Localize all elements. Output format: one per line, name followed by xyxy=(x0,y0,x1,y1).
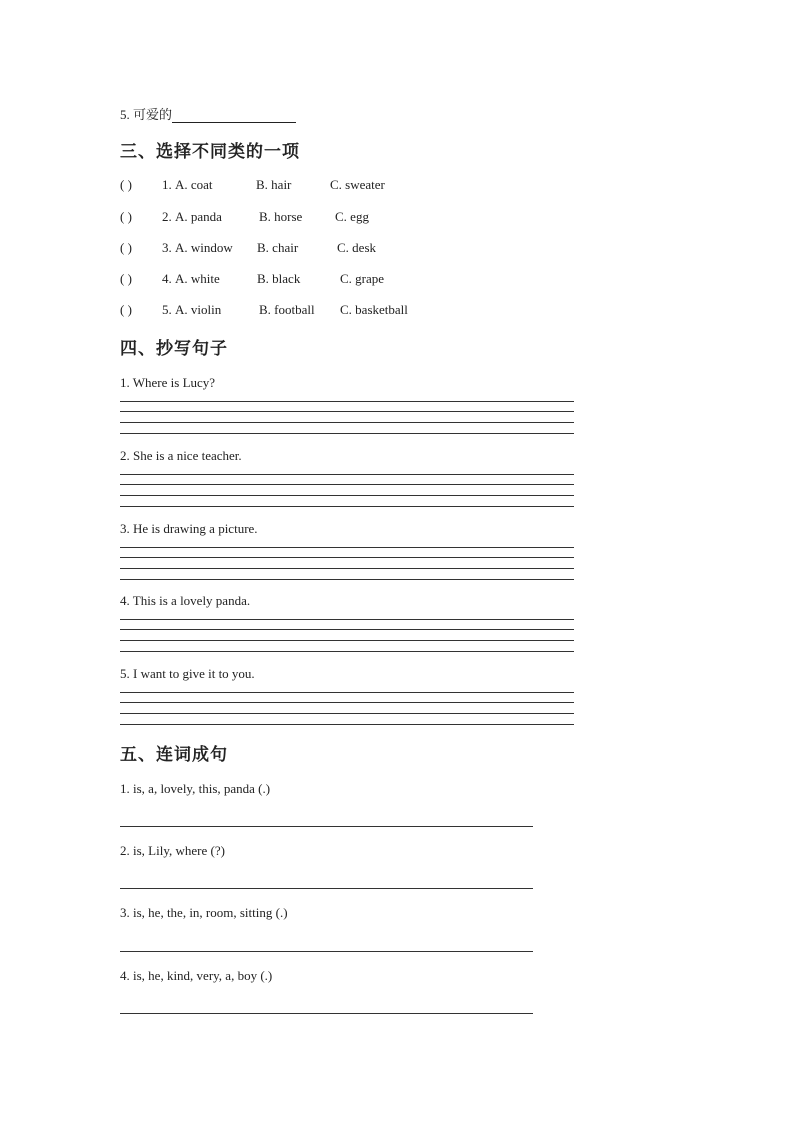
word-order-item-2: 2. is, Lily, where (?) xyxy=(120,843,225,858)
section-3-heading: 三、选择不同类的一项 xyxy=(120,142,300,162)
copy-sentence-1: 1. Where is Lucy? xyxy=(120,375,216,390)
answer-line[interactable] xyxy=(120,951,533,952)
option-a: A. white xyxy=(175,271,220,286)
option-b: B. black xyxy=(257,271,301,286)
vocab-item-label: 5. 可爱的 xyxy=(120,107,173,122)
option-a: A. panda xyxy=(175,209,222,224)
word-order-item-4: 4. is, he, kind, very, a, boy (.) xyxy=(120,968,273,983)
copy-sentence-4: 4. This is a lovely panda. xyxy=(120,593,251,608)
option-c: C. desk xyxy=(337,240,376,255)
option-c: C. egg xyxy=(335,209,369,224)
answer-paren[interactable]: ( ) xyxy=(120,177,132,192)
answer-paren[interactable]: ( ) xyxy=(120,302,132,317)
option-a: A. violin xyxy=(175,302,222,317)
section-4-heading: 四、抄写句子 xyxy=(120,339,228,359)
answer-blank[interactable] xyxy=(172,109,296,123)
word-order-item-3: 3. is, he, the, in, room, sitting (.) xyxy=(120,905,288,920)
question-number: 5. xyxy=(162,302,172,317)
option-b: B. football xyxy=(259,302,315,317)
choice-question-4 xyxy=(120,271,450,287)
option-b: B. horse xyxy=(259,209,303,224)
answer-line[interactable] xyxy=(120,1013,533,1014)
option-a: A. coat xyxy=(175,177,213,192)
choice-question-1 xyxy=(120,177,450,193)
option-c: C. grape xyxy=(340,271,385,286)
question-number: 1. xyxy=(162,177,172,192)
option-c: C. sweater xyxy=(330,177,385,192)
question-number: 4. xyxy=(162,271,172,286)
choice-question-3 xyxy=(120,240,450,256)
option-c: C. basketball xyxy=(340,302,408,317)
question-number: 3. xyxy=(162,240,172,255)
section-5-heading: 五、连词成句 xyxy=(120,745,228,765)
question-number: 2. xyxy=(162,209,172,224)
answer-paren[interactable]: ( ) xyxy=(120,240,132,255)
copy-sentence-5: 5. I want to give it to you. xyxy=(120,666,255,681)
copy-sentence-2: 2. She is a nice teacher. xyxy=(120,448,242,463)
answer-line[interactable] xyxy=(120,826,533,827)
option-b: B. hair xyxy=(256,177,292,192)
answer-line[interactable] xyxy=(120,888,533,889)
option-b: B. chair xyxy=(257,240,299,255)
copy-sentence-3: 3. He is drawing a picture. xyxy=(120,521,258,536)
answer-paren[interactable]: ( ) xyxy=(120,209,132,224)
word-order-item-1: 1. is, a, lovely, this, panda (.) xyxy=(120,781,271,796)
vocab-item-5 xyxy=(120,104,296,123)
choice-question-2 xyxy=(120,209,450,225)
answer-paren[interactable]: ( ) xyxy=(120,271,132,286)
option-a: A. window xyxy=(175,240,233,255)
choice-question-5 xyxy=(120,302,450,318)
